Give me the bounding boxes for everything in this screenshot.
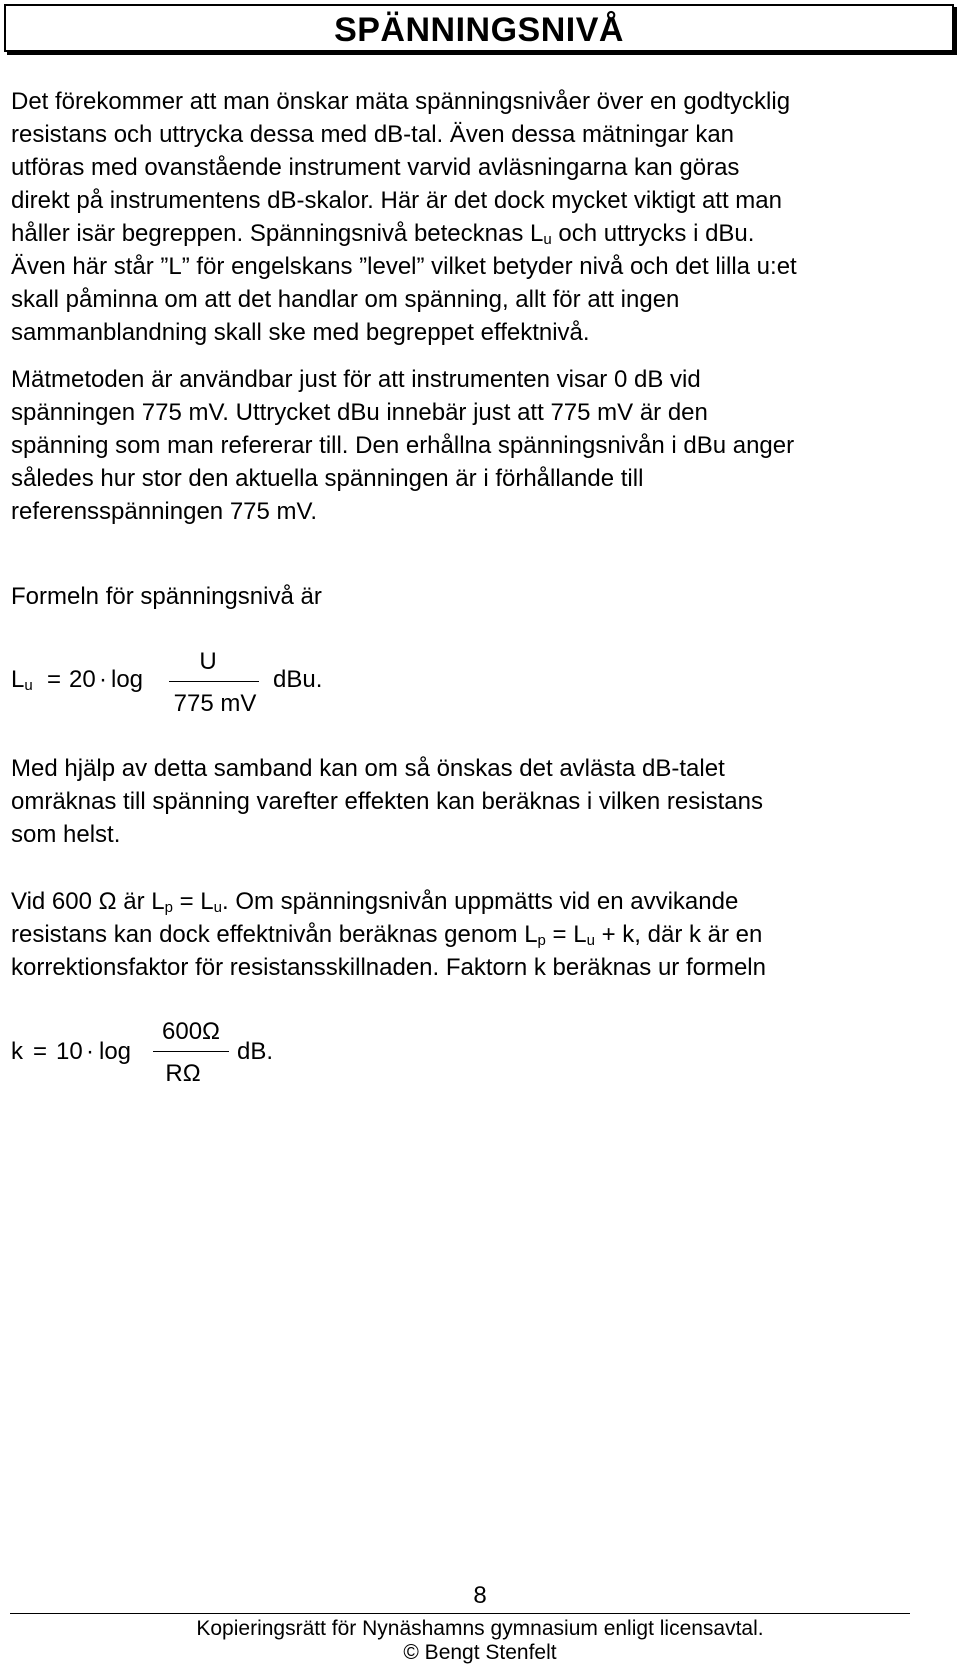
text-line: Det förekommer att man önskar mäta spänningsnivåer över en godtycklig	[11, 88, 791, 115]
formula-log: log	[111, 666, 144, 693]
page-title: SPÄNNINGSNIVÅ	[334, 11, 624, 49]
text-line: Formeln för spänningsnivå är	[11, 583, 322, 610]
text-line: Även här står ”L” för engelskans ”level” vilket betyder nivå och det lilla u:et	[11, 253, 797, 280]
text-line	[11, 217, 941, 250]
text-segment: resistans kan dock effektnivån beräknas genom L	[11, 921, 538, 948]
paragraph-method	[11, 363, 941, 528]
text-line: referensspänningen 775 mV.	[11, 498, 317, 525]
footer-copyright-notice: Kopieringsrätt för Nynäshamns gymnasium enligt licensavtal.	[196, 1617, 764, 1640]
text-line	[11, 885, 941, 918]
subscript: u	[543, 231, 552, 248]
formula-unit: dBu.	[273, 666, 323, 693]
text-line: omräknas till spänning varefter effekten kan beräknas i vilken resistans	[11, 788, 763, 815]
text-line: direkt på instrumentens dB-skalor. Här är det dock mycket viktigt att man	[11, 187, 782, 214]
paragraph-intro	[11, 85, 941, 349]
text-line: Mätmetoden är användbar just för att instrumenten visar 0 dB vid	[11, 366, 701, 393]
formula-log: log	[99, 1038, 132, 1065]
formula-correction-factor	[11, 1012, 311, 1092]
fraction-bar	[153, 1051, 229, 1052]
formula-denominator: 775 mV	[173, 690, 257, 717]
text-line: således hur stor den aktuella spänningen är i förhållande till	[11, 465, 644, 492]
text-line: utföras med ovanstående instrument varvid avläsningarna kan göras	[11, 154, 740, 181]
formula-symbol: L	[11, 666, 25, 693]
footer-divider	[10, 1613, 910, 1614]
formula-lhs	[11, 668, 33, 692]
formula-denominator: RΩ	[165, 1060, 201, 1087]
page-number: 8	[473, 1582, 487, 1609]
text-line: korrektionsfaktor för resistansskillnaden. Faktorn k beräknas ur formeln	[11, 954, 766, 981]
text-line: sammanblandning skall ske med begreppet effektnivå.	[11, 319, 590, 346]
text-line	[11, 918, 941, 951]
formula-coefficient: 20	[69, 666, 96, 693]
formula-multiply-dot: ·	[86, 1038, 94, 1065]
subscript: p	[537, 932, 546, 949]
formula-equals: =	[33, 1038, 48, 1065]
text-segment: Vid 600 Ω är L	[11, 888, 165, 915]
footer-author: © Bengt Stenfelt	[403, 1641, 557, 1664]
text-line: som helst.	[11, 821, 121, 848]
subscript: u	[586, 932, 595, 949]
text-line: Med hjälp av detta samband kan om så önskas det avlästa dB-talet	[11, 755, 725, 782]
fraction-bar	[169, 681, 259, 682]
text-line: spänningen 775 mV. Uttrycket dBu innebär just att 775 mV är den	[11, 399, 708, 426]
paragraph-formula-intro	[11, 580, 941, 613]
formula-lhs: k	[11, 1038, 23, 1065]
subscript: p	[164, 899, 173, 916]
subscript: u	[24, 677, 33, 694]
formula-coefficient: 10	[56, 1038, 83, 1065]
formula-equals: =	[47, 666, 62, 693]
formula-voltage-level	[11, 640, 371, 720]
paragraph-usage	[11, 752, 941, 851]
text-segment: och uttrycks i dBu.	[551, 220, 755, 247]
text-segment: = L	[172, 888, 214, 915]
formula-numerator: 600Ω	[162, 1018, 220, 1045]
formula-numerator: U	[199, 648, 217, 675]
text-segment: = L	[545, 921, 587, 948]
text-segment: håller isär begreppen. Spänningsnivå betecknas L	[11, 220, 544, 247]
paragraph-correction	[11, 885, 941, 984]
text-line: resistans och uttrycka dessa med dB-tal. Även dessa mätningar kan	[11, 121, 735, 148]
formula-unit: dB.	[237, 1038, 274, 1065]
formula-multiply-dot: ·	[99, 666, 107, 693]
text-segment: + k, där k är en	[594, 921, 763, 948]
subscript: u	[213, 899, 222, 916]
title-box	[4, 4, 954, 52]
text-line: spänning som man refererar till. Den erhållna spänningsnivån i dBu anger	[11, 432, 795, 459]
text-segment: . Om spänningsnivån uppmätts vid en avvikande	[222, 888, 739, 915]
text-line: skall påminna om att det handlar om spänning, allt för att ingen	[11, 286, 680, 313]
